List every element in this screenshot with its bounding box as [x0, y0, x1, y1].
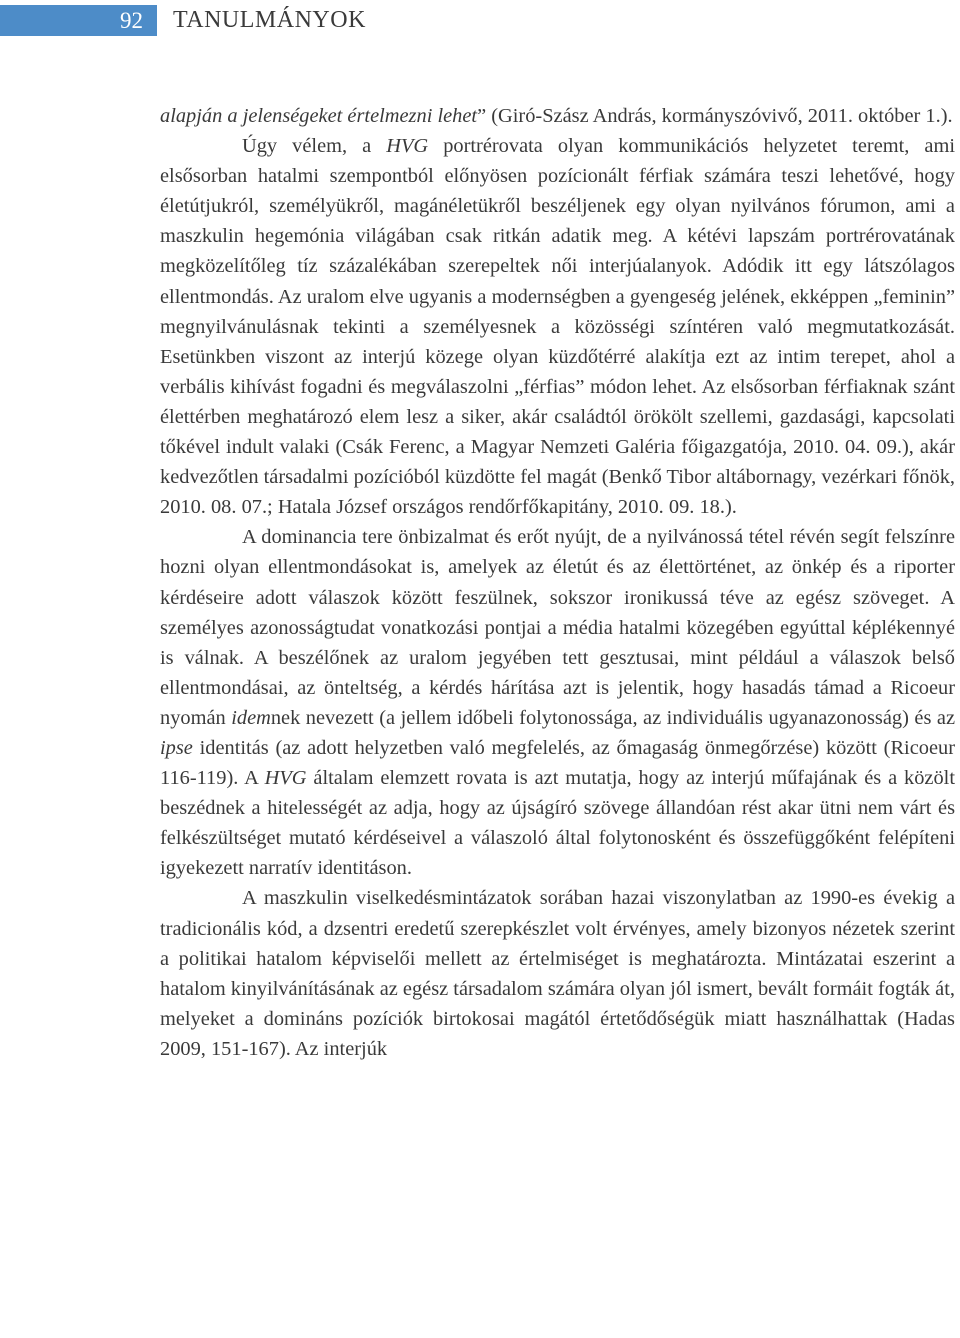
italic-text-run: alapján a jelenségeket értelmezni lehet — [160, 105, 478, 127]
text-run: A maszkulin viselkedésmintázatok sorában hazai viszonylatban az 1990-es évekig a tradicionális kód, a dzsentri eredetű szerepkészlet volt érvényes, amely bizonyos nézetek szerint a politikai hatalom képviselői mellett az értelmiséget is meghatározta. Mintázatai eszerint a hatalom kinyilvánításának az egész társadalom számára olyan jól ismert, bevált formáit fogták át, melyeket a domináns pozíciók birtokosai magától értetődőségük miatt használhattak (Hadas 2009, 151-167). Az interjúk — [160, 887, 955, 1060]
text-run: portrérovata olyan kommunikációs helyzetet teremt, ami elsősorban hatalmi szempontból előnyösen pozícionált férfiak számára teszi lehetővé, hogy életútjukról, személyükről, magánéletükről beszéljenek egy olyan nyilvános fórumon, ami a maszkulin hegemónia világában csak ritkán adatik meg. A kétévi lapszám portrérovatának megközelítőleg tíz százalékában szerepeltek női interjúalanyok. Adódik itt egy látszólagos ellentmondás. Az uralom elve ugyanis a modernségben a gyengeség jelének, ekképpen „feminin” megnyilvánulásnak tekinti a személyesnek a közösségi színtéren való megmutatkozását. Esetünkben viszont az interjú közege olyan küzdőtérré alakítja ezt az intim terepet, ahol a verbális kihívást fogadni és megválaszolni „férfias” módon lehet. Az elsősorban férfiaknak szánt élettérben meghatározó elem lesz a siker, akár családtól örökölt szellemi, gazdasági, kapcsolati tőkével indult valaki (Csák Ferenc, a Magyar Nemzeti Galéria főigazgatója, 2010. 04. 09.), akár kedvezőtlen társadalmi pozícióból küzdötte fel magát (Benkő Tibor altábornagy, vezérkari főnök, 2010. 08. 07.; Hatala József országos rendőrfőkapitány, 2010. 09. 18.). — [160, 135, 955, 519]
page-number-badge: 92 — [0, 5, 157, 36]
article-body — [160, 101, 955, 1064]
text-run: A dominancia tere önbizalmat és erőt nyújt, de a nyilvánossá tétel révén segít felszínre hozni olyan ellentmondásokat is, amelyek az életút és az élettörténet, az önkép és a riporter kérdéseire adott válaszok között feszülnek, sokszor ironikussá téve az egész szöveget. A személyes azonosságtudat vonatkozási pontjai a média hatalmi közegében egyúttal képlékennyé is válnak. A beszélőnek az uralom jegyében tett gesztusai, mint például a válaszok belső ellentmondásai, az önteltség, a kérdés hárítása azt is jelentik, hogy hasadás támad a Ricoeur nyomán — [160, 526, 955, 729]
italic-text-run: idem — [231, 706, 271, 729]
text-run: Úgy vélem, a — [242, 135, 387, 158]
text-run: nek nevezett (a jellem időbeli folytonossága, az individuális ugyanazonosság) és az — [270, 706, 955, 729]
italic-text-run: HVG — [264, 767, 307, 790]
page-header — [0, 0, 960, 44]
text-run: ” (Giró-Szász András, kormányszóvivő, 2011. október 1.). — [477, 105, 953, 127]
paragraph-continuation — [160, 101, 955, 131]
text-run: identitás (az adott helyzetben való megfelelés, az őmagaság önmegőrzése) között (Ricoeur 116-119). A — [160, 736, 955, 790]
italic-text-run: ipse — [160, 736, 193, 759]
paragraph — [160, 883, 955, 1064]
text-run: általam elemzett rovata is azt mutatja, hogy az interjú műfajának és a közölt beszédnek a hitelességét az adja, hogy az újságíró szövege állandóan rést akar ütni nem várt és felkészültséget mutató kérdéseivel a válaszoló által folytonosként és összefüggőként felépíteni igyekezett narratív identitáson. — [160, 767, 955, 880]
paragraph — [160, 522, 955, 883]
section-title: TANULMÁNYOK — [173, 7, 366, 33]
italic-text-run: HVG — [386, 135, 429, 158]
paragraph — [160, 131, 955, 522]
